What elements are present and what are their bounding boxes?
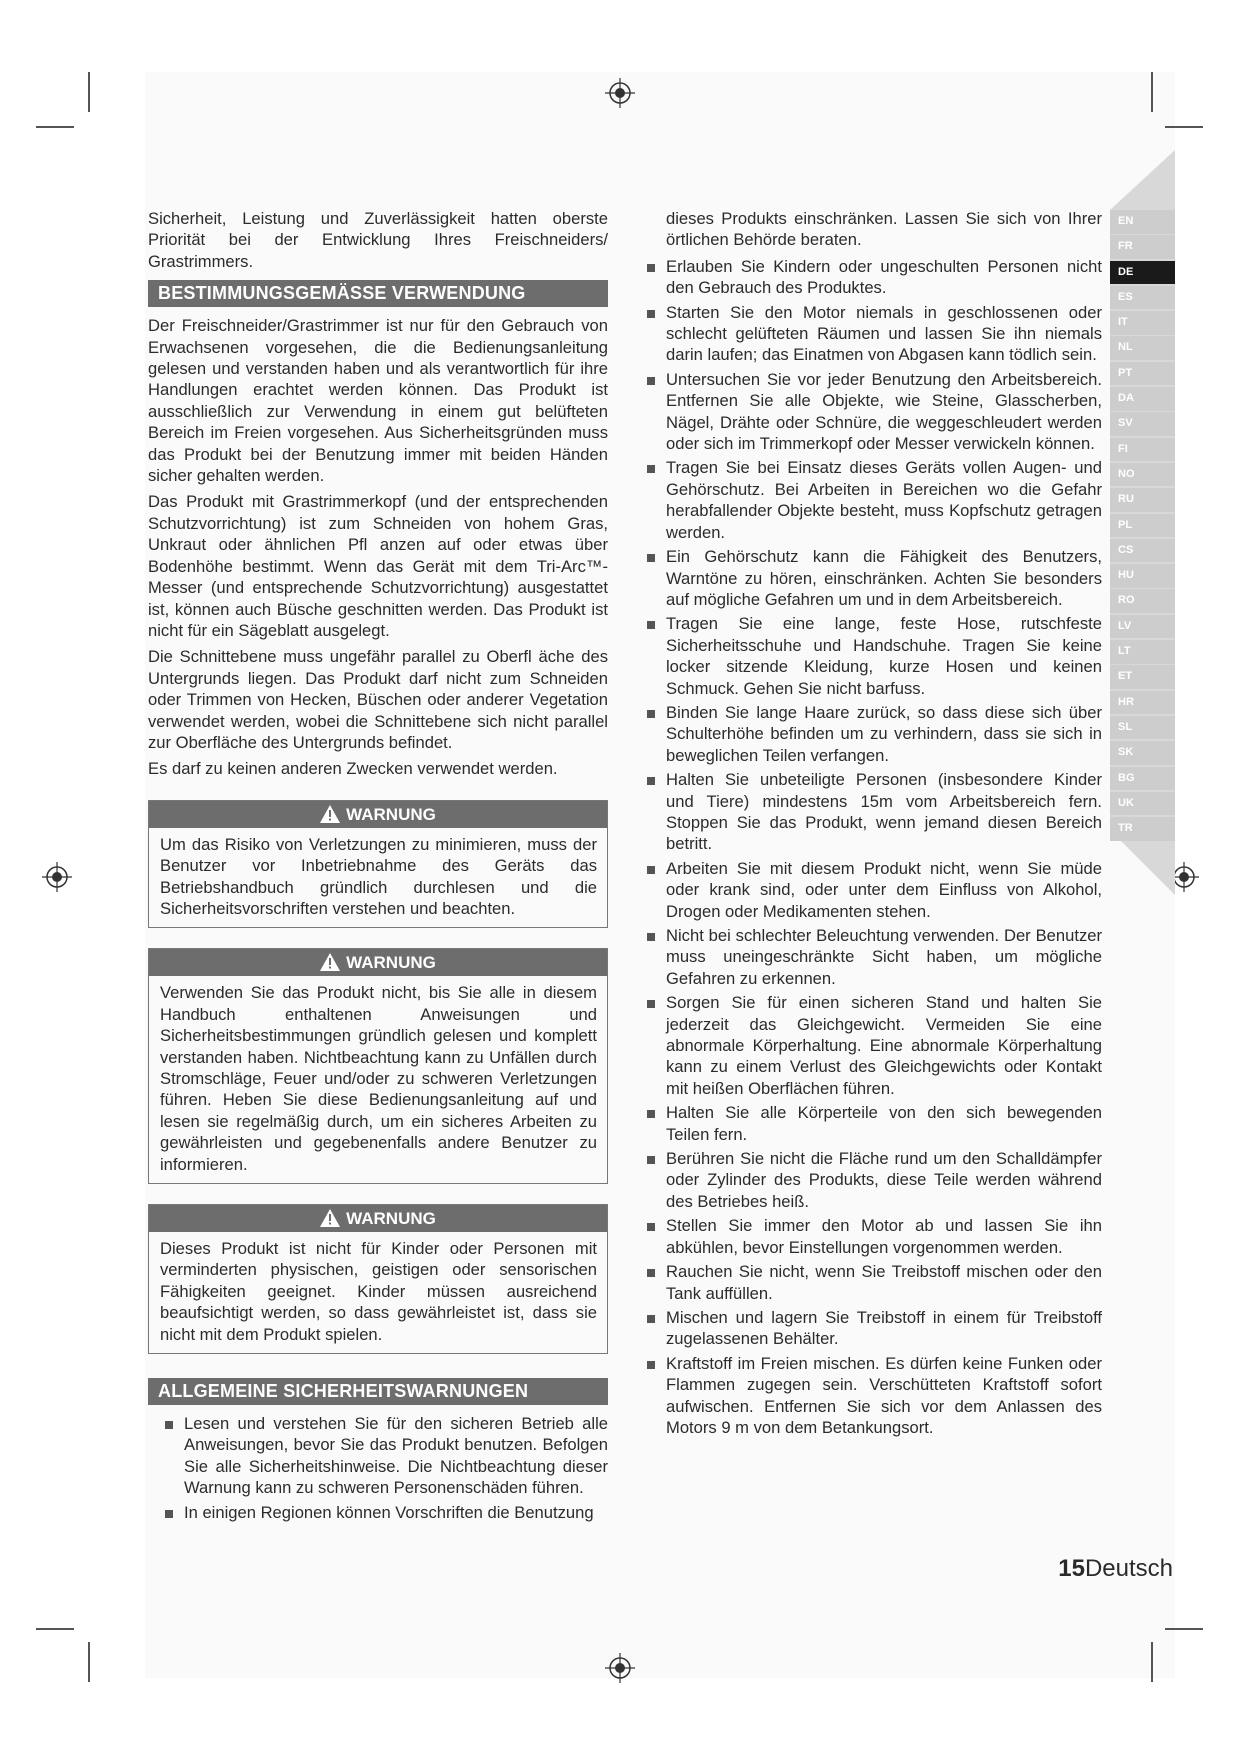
warning-header xyxy=(149,1205,607,1232)
language-tab-sl[interactable]: SL xyxy=(1110,716,1175,740)
language-tab-ru[interactable]: RU xyxy=(1110,488,1175,512)
list-item: Tragen Sie bei Einsatz dieses Geräts vollen Augen- und Gehörschutz. Bei Arbeiten in Bereichen wo die Gefahr herabfallender Objekte besteht, muss Kopfschutz getragen werden. xyxy=(646,457,1102,543)
list-item: Rauchen Sie nicht, wenn Sie Treibstoff mischen oder den Tank auffüllen. xyxy=(646,1261,1102,1304)
registration-mark-icon xyxy=(42,862,72,892)
continuation-paragraph: dieses Produkts einschränken. Lassen Sie sich von Ihrer örtlichen Behörde beraten. xyxy=(666,209,1102,250)
language-tab-fr[interactable]: FR xyxy=(1110,235,1175,259)
crop-mark xyxy=(88,72,90,112)
crop-mark xyxy=(1165,1628,1203,1630)
registration-mark-icon xyxy=(605,78,635,108)
list-item: In einigen Regionen können Vorschriften die Benutzung xyxy=(164,1502,608,1523)
intended-use-paragraph: Das Produkt mit Grastrimmerkopf (und der entsprechenden Schutzvorrichtung) ist zum Schneiden von hohem Gras, Unkraut oder ähnlichen Pfl anzen auf oder etwas über Bodenhöhe bestimmt. Wenn das Gerät mit dem Tri-Arc™-Messer (und entsprechende Schutzvorrichtung) ausgestattet ist, können auch Büsche geschnitten werden. Das Produkt ist nicht für ein Sägeblatt ausgelegt. xyxy=(148,492,608,640)
list-item: Ein Gehörschutz kann die Fähigkeit des Benutzers, Warntöne zu hören, einschränken. Achten Sie besonders auf mögliche Gefahren um und in dem Arbeitsbereich. xyxy=(646,546,1102,610)
warning-triangle-icon xyxy=(320,1209,340,1227)
language-tab-it[interactable]: IT xyxy=(1110,311,1175,335)
list-item: Erlauben Sie Kindern oder ungeschulten Personen nicht den Gebrauch des Produktes. xyxy=(646,256,1102,299)
left-column xyxy=(148,208,608,1526)
warning-triangle-icon xyxy=(320,953,340,971)
language-tab-es[interactable]: ES xyxy=(1110,286,1175,310)
language-tab-pt[interactable]: PT xyxy=(1110,362,1175,386)
list-item: Kraftstoff im Freien mischen. Es dürfen keine Funken oder Flammen zugegen sein. Verschütteten Kraftstoff sofort aufwischen. Entfernen Sie sich vor dem Anlassen des Motors 9 m von dem Betankungsort. xyxy=(646,1353,1102,1439)
language-tab-da[interactable]: DA xyxy=(1110,387,1175,411)
intended-use-paragraph: Der Freischneider/Grastrimmer ist nur für den Gebrauch von Erwachsenen vorgesehen, die die Bedienungsanleitung gelesen und verstanden haben und als verantwortlich für ihre Handlungen erachtet werden können. Das Produkt ist ausschließlich zur Verwendung in einem gut belüfteten Bereich im Freien vorgesehen. Aus Sicherheitsgründen muss das Produkt bei der Benutzung immer mit beiden Händen sicher gehalten werden. xyxy=(148,316,608,486)
language-tab-fi[interactable]: FI xyxy=(1110,438,1175,462)
intro-paragraph: Sicherheit, Leistung und Zuverlässigkeit hatten oberste Priorität bei der Entwicklung Ihres Freischneiders/ Grastrimmers. xyxy=(148,209,608,271)
language-tab-tr[interactable]: TR xyxy=(1110,817,1175,841)
safety-list xyxy=(646,256,1102,1439)
crop-mark xyxy=(36,126,74,128)
registration-mark-icon xyxy=(605,1653,635,1683)
warning-title: WARNUNG xyxy=(346,1209,436,1229)
list-item: Tragen Sie eine lange, feste Hose, rutschfeste Sicherheitsschuhe und Handschuhe. Tragen Sie keine locker sitzende Kleidung, kurze Hosen und keinen Schmuck. Gehen Sie nicht barfuss. xyxy=(646,613,1102,699)
language-tab-nl[interactable]: NL xyxy=(1110,336,1175,360)
language-tab-de[interactable]: DE xyxy=(1110,261,1175,285)
list-item: Mischen und lagern Sie Treibstoff in einem für Treibstoff zugelassenen Behälter. xyxy=(646,1307,1102,1350)
intended-use-paragraph: Die Schnittebene muss ungefähr parallel zu Oberfl äche des Untergrunds liegen. Das Produkt darf nicht zum Schneiden oder Trimmen von Hecken, Büschen oder anderer Vegetation verwendet werden, wobei die Schnittebene sich nicht parallel zur Oberfläche des Untergrunds befindet. xyxy=(148,647,608,752)
language-tab-list xyxy=(1110,210,1175,842)
list-item: Lesen und verstehen Sie für den sicheren Betrieb alle Anweisungen, bevor Sie das Produkt benutzen. Befolgen Sie alle Sicherheitshinweise. Die Nichtbeachtung dieser Warnung kann zu schweren Personenschäden führen. xyxy=(164,1413,608,1499)
list-item: Halten Sie unbeteiligte Personen (insbesondere Kinder und Tiere) mindestens 15m vom Arbeitsbereich fern. Stoppen Sie das Produkt, wenn jemand diesen Bereich betritt. xyxy=(646,769,1102,855)
language-tab-uk[interactable]: UK xyxy=(1110,792,1175,816)
list-item: Binden Sie lange Haare zurück, so dass diese sich über Schulterhöhe befinden um zu verhindern, dass sie sich in beweglichen Teilen verfangen. xyxy=(646,702,1102,766)
list-item: Stellen Sie immer den Motor ab und lassen Sie ihn abkühlen, bevor Einstellungen vorgenommen werden. xyxy=(646,1215,1102,1258)
language-tab-bg[interactable]: BG xyxy=(1110,767,1175,791)
crop-mark xyxy=(1151,1642,1153,1682)
language-tab-hu[interactable]: HU xyxy=(1110,564,1175,588)
intended-use-paragraph: Es darf zu keinen anderen Zwecken verwendet werden. xyxy=(148,759,558,779)
list-item: Arbeiten Sie mit diesem Produkt nicht, wenn Sie müde oder krank sind, oder unter dem Einfluss von Alkohol, Drogen oder Medikamenten stehen. xyxy=(646,858,1102,922)
general-safety-list xyxy=(148,1413,608,1523)
crop-mark xyxy=(88,1642,90,1682)
language-tab-cs[interactable]: CS xyxy=(1110,539,1175,563)
right-column xyxy=(646,208,1102,1441)
list-item: Sorgen Sie für einen sicheren Stand und halten Sie jederzeit das Gleichgewicht. Vermeiden Sie eine abnormale Körperhaltung. Eine abnormale Körperhaltung kann zu einem Verlust des Gleichgewichts oder Kontakt mit heißen Oberflächen führen. xyxy=(646,992,1102,1099)
language-tab-ro[interactable]: RO xyxy=(1110,589,1175,613)
warning-header xyxy=(149,949,607,976)
warning-text: Dieses Produkt ist nicht für Kinder oder Personen mit verminderten physischen, geistigen oder sensorischen Fähigkeiten geeignet. Kinder müssen ausreichend beaufsichtigt werden, so dass gewährleistet ist, dass sie nicht mit dem Produkt spielen. xyxy=(160,1239,597,1344)
warning-title: WARNUNG xyxy=(346,953,436,973)
list-item: Berühren Sie nicht die Fläche rund um den Schalldämpfer oder Zylinder des Produkts, diese Teile werden während des Betriebes heiß. xyxy=(646,1148,1102,1212)
language-tab-et[interactable]: ET xyxy=(1110,665,1175,689)
footer-language: Deutsch xyxy=(1084,1555,1173,1582)
crop-mark xyxy=(36,1628,74,1630)
language-tab-no[interactable]: NO xyxy=(1110,463,1175,487)
language-tab-lv[interactable]: LV xyxy=(1110,615,1175,639)
warning-box xyxy=(148,1204,608,1354)
language-tab-sk[interactable]: SK xyxy=(1110,741,1175,765)
page-number: 15 xyxy=(1058,1555,1085,1582)
warning-box xyxy=(148,800,608,929)
crop-mark xyxy=(1151,72,1153,112)
language-tab-pl[interactable]: PL xyxy=(1110,514,1175,538)
general-safety-heading: ALLGEMEINE SICHERHEITSWARNUNGEN xyxy=(148,1378,608,1405)
list-item: Starten Sie den Motor niemals in geschlossenen oder schlecht gelüfteten Räumen und lassen Sie ihn niemals darin laufen; das Einatmen von Abgasen kann tödlich sein. xyxy=(646,302,1102,366)
warning-header xyxy=(149,801,607,828)
language-tab-en[interactable]: EN xyxy=(1110,210,1175,234)
warning-triangle-icon xyxy=(320,805,340,823)
warning-box xyxy=(148,948,608,1184)
crop-mark xyxy=(1165,126,1203,128)
warning-text: Verwenden Sie das Produkt nicht, bis Sie alle in diesem Handbuch enthaltenen Anweisungen und Sicherheitsbestimmungen gründlich gelesen und komplett verstanden haben. Nichtbeachtung kann zu Unfällen durch Stromschläge, Feuer und/oder zu schweren Verletzungen führen. Heben Sie diese Bedienungsanleitung auf und lesen sie regelmäßig durch, um ein sicheres Arbeiten zu gewährleisten und gegebenenfalls andere Benutzer zu informieren. xyxy=(160,983,597,1174)
warning-title: WARNUNG xyxy=(346,804,436,824)
language-tab-sv[interactable]: SV xyxy=(1110,412,1175,436)
page-footer xyxy=(1058,1555,1173,1583)
list-item: Nicht bei schlechter Beleuchtung verwenden. Der Benutzer muss uneingeschränkte Sicht haben, um mögliche Gefahren zu erkennen. xyxy=(646,925,1102,989)
list-item: Halten Sie alle Körperteile von den sich bewegenden Teilen fern. xyxy=(646,1102,1102,1145)
language-tab-hr[interactable]: HR xyxy=(1110,691,1175,715)
warning-text: Um das Risiko von Verletzungen zu minimieren, muss der Benutzer vor Inbetriebnahme des Geräts das Betriebshandbuch gründlich durchlesen und die Sicherheitsvorschriften verstehen und beachten. xyxy=(160,834,597,918)
list-item: Untersuchen Sie vor jeder Benutzung den Arbeitsbereich. Entfernen Sie alle Objekte, wie Steine, Glasscherben, Nägel, Drähte oder Schnüre, die weggeschleudert werden oder sich im Trimmerkopf oder Messer verwickeln können. xyxy=(646,369,1102,455)
language-tab-lt[interactable]: LT xyxy=(1110,640,1175,664)
intended-use-heading: BESTIMMUNGSGEMÄSSE VERWENDUNG xyxy=(148,280,608,307)
